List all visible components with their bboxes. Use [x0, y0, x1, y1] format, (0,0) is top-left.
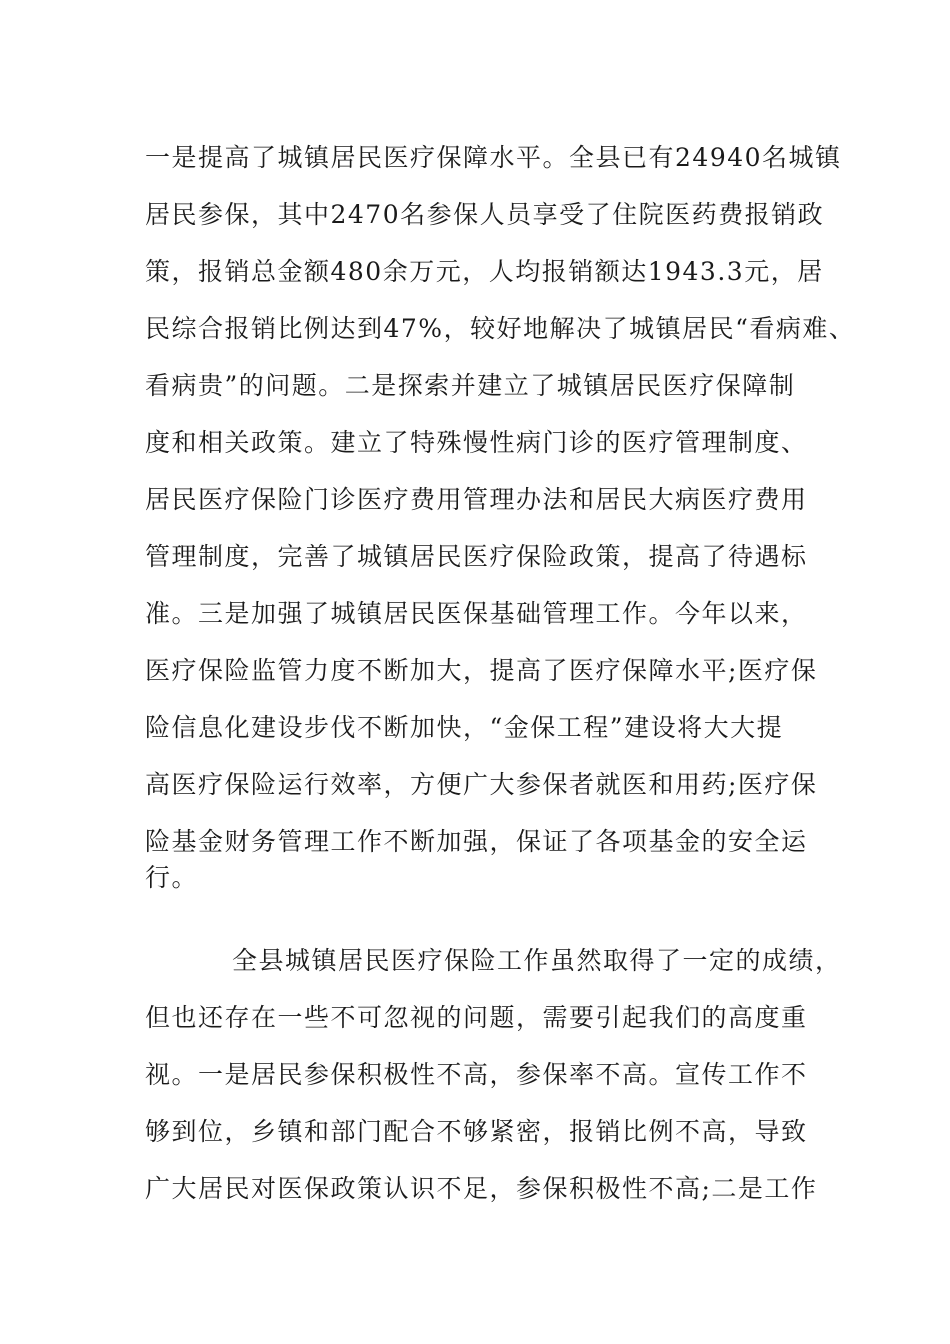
paragraph-1-line-1: 一是提高了城镇居民医疗保障水平。全县已有24940名城镇	[145, 143, 842, 172]
paragraph-1-line-12: 高医疗保险运行效率，方便广大参保者就医和用药;医疗保	[145, 770, 818, 799]
paragraph-1-line-6: 度和相关政策。建立了特殊慢性病门诊的医疗管理制度、	[145, 428, 808, 457]
paragraph-1-line-8: 管理制度，完善了城镇居民医疗保险政策，提高了待遇标	[145, 542, 808, 571]
paragraph-1-line-10: 医疗保险监管力度不断加大，提高了医疗保障水平;医疗保	[145, 656, 818, 685]
paragraph-1-line-9: 准。三是加强了城镇居民医保基础管理工作。今年以来，	[145, 599, 808, 628]
paragraph-2-line-5: 广大居民对医保政策认识不足，参保积极性不高;二是工作	[145, 1174, 818, 1203]
paragraph-2-line-4: 够到位，乡镇和部门配合不够紧密，报销比例不高，导致	[145, 1117, 808, 1146]
paragraph-1-line-13: 险基金财务管理工作不断加强，保证了各项基金的安全运	[145, 827, 808, 856]
paragraph-2-line-2: 但也还存在一些不可忽视的问题，需要引起我们的高度重	[145, 1003, 808, 1032]
paragraph-1-line-4: 民综合报销比例达到47%，较好地解决了城镇居民“看病难、	[145, 314, 856, 343]
paragraph-1-line-14: 行。	[145, 863, 199, 892]
paragraph-1-line-3: 策，报销总金额480余万元，人均报销额达1943.3元，居	[145, 257, 824, 286]
paragraph-1-line-11: 险信息化建设步伐不断加快，“金保工程”建设将大大提	[145, 713, 784, 742]
paragraph-1-line-7: 居民医疗保险门诊医疗费用管理办法和居民大病医疗费用	[145, 485, 808, 514]
paragraph-2-line-1: 全县城镇居民医疗保险工作虽然取得了一定的成绩，	[232, 946, 842, 975]
paragraph-1-line-2: 居民参保，其中2470名参保人员享受了住院医药费报销政	[145, 200, 825, 229]
paragraph-2-line-3: 视。一是居民参保积极性不高，参保率不高。宣传工作不	[145, 1060, 808, 1089]
paragraph-1-line-5: 看病贵”的问题。二是探索并建立了城镇居民医疗保障制	[145, 371, 796, 400]
